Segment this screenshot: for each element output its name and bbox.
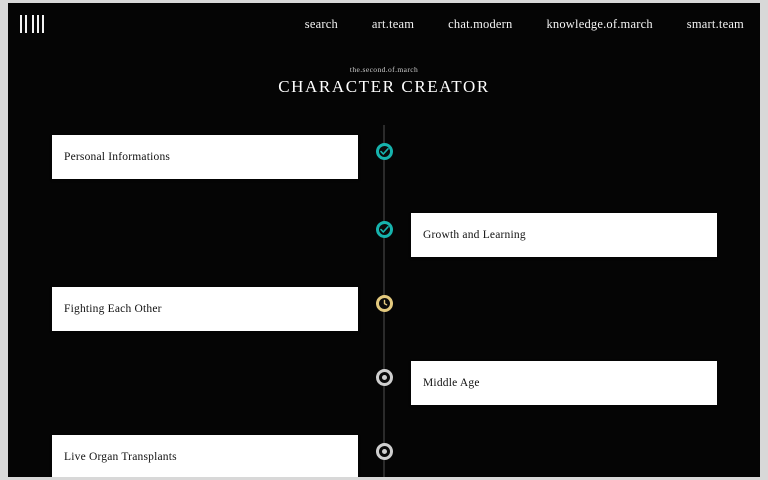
menu-bar: [20, 15, 22, 33]
timeline-row: [8, 361, 760, 431]
dot-glyph: [382, 375, 387, 380]
nav-links: [305, 17, 744, 32]
check-glyph: [379, 224, 390, 235]
menu-bars-group-left: [20, 15, 27, 33]
check-glyph: [379, 146, 390, 157]
nav-search[interactable]: search: [304, 17, 338, 31]
dot-circle-icon[interactable]: [376, 443, 393, 460]
timeline-card[interactable]: [411, 213, 717, 257]
menu-bar: [25, 15, 27, 33]
check-circle-icon[interactable]: [376, 143, 393, 160]
menu-bars-group-right: [32, 15, 44, 33]
timeline-card-label: Fighting Each Other: [64, 303, 162, 315]
timeline-row: [8, 435, 760, 477]
menu-bars-icon[interactable]: [20, 15, 44, 33]
page-title: CHARACTER CREATOR: [278, 77, 490, 96]
dot-circle-icon[interactable]: [376, 369, 393, 386]
nav-chat-modern[interactable]: chat.modern: [448, 17, 513, 31]
timeline-card-label: Live Organ Transplants: [64, 451, 177, 463]
timeline-row: [8, 135, 760, 205]
nav-knowledge-of-march[interactable]: knowledge.of.march: [546, 17, 653, 31]
timeline: [8, 113, 760, 477]
check-circle-icon[interactable]: [376, 221, 393, 238]
timeline-card[interactable]: [52, 435, 358, 477]
nav-art-team[interactable]: art.team: [371, 17, 415, 31]
menu-bar: [32, 15, 34, 33]
page-eyebrow: the.second.of.march: [349, 65, 419, 74]
dot-glyph: [382, 449, 387, 454]
timeline-card[interactable]: [52, 287, 358, 331]
menu-bar: [42, 15, 44, 33]
timeline-card-label: Middle Age: [423, 377, 480, 389]
app-window: [8, 3, 760, 477]
top-navigation-bar: [8, 3, 760, 47]
clock-glyph: [379, 298, 390, 309]
timeline-card[interactable]: [52, 135, 358, 179]
timeline-row: [8, 287, 760, 357]
menu-bar: [37, 15, 39, 33]
timeline-card[interactable]: [411, 361, 717, 405]
timeline-row: [8, 213, 760, 283]
nav-smart-team[interactable]: smart.team: [686, 17, 744, 31]
clock-icon[interactable]: [376, 295, 393, 312]
timeline-card-label: Growth and Learning: [423, 229, 526, 241]
timeline-card-label: Personal Informations: [64, 151, 171, 163]
